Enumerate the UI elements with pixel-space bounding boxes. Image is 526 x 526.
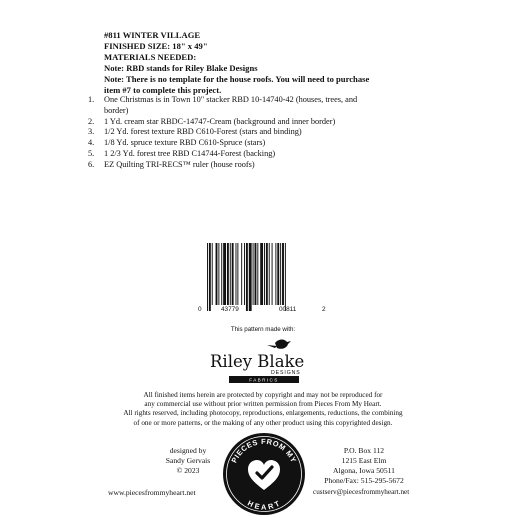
barcode-bar [244,243,245,305]
barcode-bar [246,243,248,311]
riley-blake-logo [205,336,323,384]
barcode-bar [207,243,208,311]
barcode-bar [216,243,218,305]
barcode-bar [277,243,279,305]
logo-name: Riley Blake [210,352,305,371]
barcode-bar [269,243,270,305]
barcode-bar [221,243,222,305]
list-item-number: 1. [88,95,95,104]
list-item-number: 4. [88,138,95,148]
list-item-number: 3. [88,127,95,137]
email-link[interactable]: custserv@piecesfrommyheart.net [313,488,410,496]
address-line: P.O. Box 112 [343,446,385,455]
note-roofs-line2: item #7 to complete this project. [104,85,222,95]
website-link[interactable]: www.piecesfrommyheart.net [108,488,196,497]
list-item [88,95,418,117]
mailing-address [303,446,425,486]
list-item [88,138,418,149]
copyright-year: © 2023 [176,466,200,475]
barcode-bar [255,243,257,305]
barcode-group-2: 00811 [279,306,297,313]
barcode-bar [264,243,265,305]
barcode-bar [223,243,226,305]
list-item [88,127,418,138]
pattern-title: #811 WINTER VILLAGE [104,30,201,40]
barcode-bar [232,243,234,305]
list-item-number: 2. [88,116,95,126]
barcode-bar [280,243,281,305]
copyright-line: All finished items herein are protected by copyright and may not be reproduced for [143,391,383,399]
pieces-from-my-heart-logo [222,432,306,516]
copyright-line: any commercial use without prior written permission from Pieces From My Heart. [144,400,382,409]
barcode-bar [218,243,219,305]
logo-band-text: FABRICS [249,377,279,383]
barcode-bar [260,243,263,305]
list-item-number: 6. [88,159,95,169]
badge-bottom-text: HEART [246,498,282,512]
materials-list [88,95,418,171]
list-item-text: One Christmas is in Town 10" stacker RBD 10-14740-42 (houses, trees, and [104,95,358,104]
barcode-bar [241,243,242,305]
list-item-number: 5. [88,148,95,158]
list-item [88,149,418,160]
barcode-bar [275,243,276,305]
barcode-bar [209,243,211,311]
logo-sub: DESIGNS [271,370,301,376]
list-item [88,117,418,128]
address-line: 1215 East Elm [341,456,387,465]
list-item-text: 1/8 Yd. spruce texture RBD C610-Spruce (stars) [104,138,266,148]
barcode-bar [230,243,231,305]
barcode-group-1: 43779 [221,306,239,313]
address-line: Algona, Iowa 50511 [333,466,395,475]
list-item [88,160,418,171]
barcode-bar [253,243,254,305]
barcode-bar [266,243,268,305]
finished-size: FINISHED SIZE: 18" x 49" [104,41,208,51]
barcode-bar [212,243,213,305]
copyright-line: of one or more patterns, or the making of any other product using this copyrighted design. [133,418,393,427]
bird-icon [267,340,291,349]
designer-name: Sandy Gervais [165,456,211,465]
barcode-bar [236,243,237,305]
barcode-right-digit: 2 [322,306,326,313]
list-item-text: 1 2/3 Yd. forest tree RBD C14744-Forest (backing) [104,148,276,158]
barcode-bar [227,243,229,305]
note-roofs-line1: Note: There is no template for the house roofs. You will need to purchase [104,74,370,84]
phone-fax: Phone/Fax: 515-295-5672 [324,476,404,485]
designer-credit [148,446,228,476]
materials-heading: MATERIALS NEEDED: [104,52,197,62]
list-item-text: 1 Yd. cream star RBDC-14747-Cream (background and inner border) [104,116,336,126]
note-rbd: Note: RBD stands for Riley Blake Designs [104,63,258,73]
barcode-bar [285,243,286,311]
barcode-bar [282,243,284,305]
list-item-text-continued: border) [104,105,129,115]
list-item-text: EZ Quilting TRI-RECS™ ruler (house roofs) [104,159,255,169]
barcode-bar [272,243,273,305]
copyright-notice [98,391,428,428]
barcode-image [206,243,320,311]
barcode-bar [237,243,238,305]
badge-top-text: PIECES FROM MY [229,436,299,465]
barcode-left-digit: 0 [198,306,202,313]
made-with-caption: This pattern made with: [230,326,296,333]
list-item-text: 1/2 Yd. forest texture RBD C610-Forest (stars and binding) [104,127,302,137]
barcode-bar [257,243,258,305]
barcode-bar [249,243,252,311]
copyright-line: All rights reserved, including photocopy, reproductions, enlargements, reductions, the combining [123,409,403,418]
designer-label: designed by [169,446,207,455]
